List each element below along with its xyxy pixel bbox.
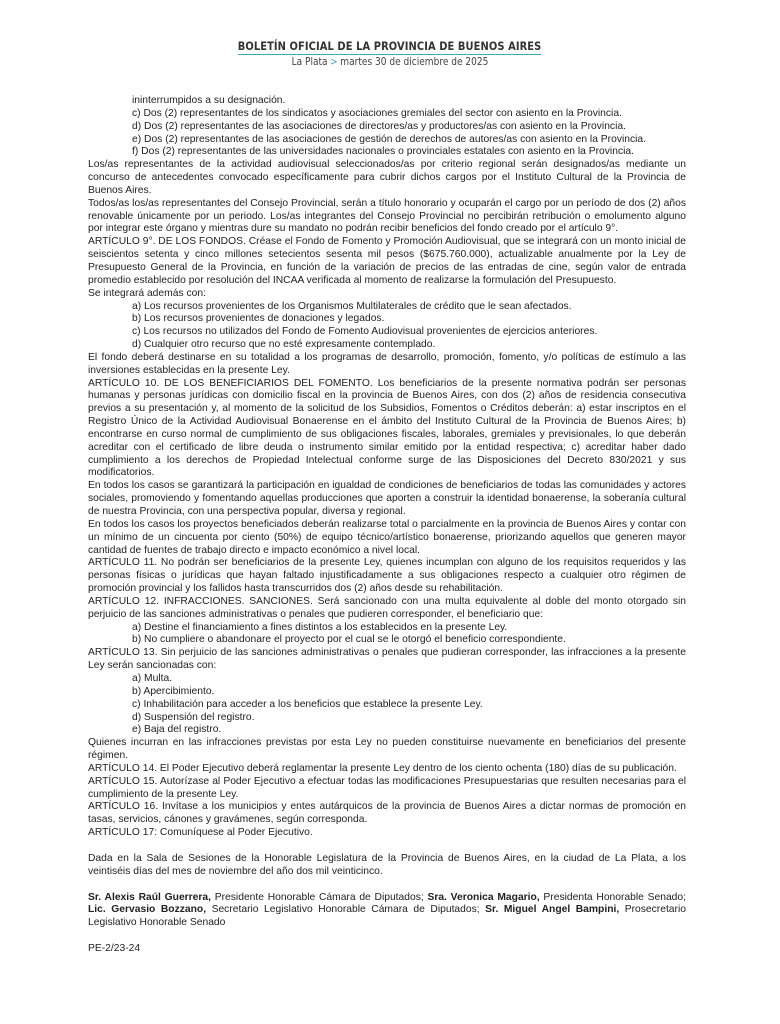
- article-10: ARTÍCULO 10. DE LOS BENEFICIARIOS DEL FOMENTO. Los beneficiarios de la presente normativa podrán ser personas humanas y personas jurídicas con domicilio fiscal en la provincia de Buenos Aires, con dos (2) años de residencia consecutiva previos a su presentación y, al momento de la solicitud de los Subsidios, Fomentos o Créditos deberán: a) estar inscriptos en el Registro Único de la Actividad Audiovisual Bonaerense en el ámbito del Instituto Cultural de la Provincia de Buenos Aires; b) encontrarse en curso normal de cumplimiento de sus obligaciones fiscales, laborales, gremiales y previsionales, lo que deberán acreditar con el certificado de libre deuda o instrumento similar emitido por la entidad respectiva; c) acreditar haber dado cumplimiento a los derechos de Propiedad Intelectual conforme surge de las Disposiciones del Decreto 830/2021 y sus modificatorios.: [88, 377, 686, 479]
- paragraph-se-integrara: Se integrará además con:: [88, 287, 206, 299]
- list-item: b) Los recursos provenientes de donaciones y legados.: [132, 313, 385, 325]
- paragraph-honorario: Todos/as los/as representantes del Consejo Provincial, serán a título honorario y ocuparán el cargo por un período de dos (2) años renovable únicamente por un periodo. Los/as integrantes del Consejo Provincial no percibirán retribución o emolumento alguno por integrar este órgano y mientras dure su mandato no podrán recibir beneficios del fondo creado por el artículo 9°.: [88, 197, 686, 235]
- list-item: c) Inhabilitación para acceder a los beneficios que establece la presente Ley.: [132, 698, 483, 710]
- spacer: [88, 879, 686, 892]
- chevron-right-icon: >: [330, 56, 338, 68]
- list-item: b) Apercibimiento.: [132, 685, 215, 697]
- signatory-role: Presidente Honorable Cámara de Diputados;: [211, 891, 428, 903]
- document-code: PE-2/23-24: [88, 943, 141, 955]
- header-city: La Plata: [291, 56, 328, 68]
- list-item: b) No cumpliere o abandonare el proyecto por el cual se le otorgó el beneficio correspondiente.: [132, 634, 566, 646]
- article-12: ARTÍCULO 12. INFRACCIONES. SANCIONES. Será sancionado con una multa equivalente al doble del monto otorgado sin perjuicio de las sanciones administrativas o penales que pudieren corresponder, el beneficiario que:: [88, 595, 686, 620]
- page-header: [0, 37, 780, 68]
- list-item: e) Baja del registro.: [132, 724, 222, 736]
- paragraph-quienes: Quienes incurran en las infracciones previstas por esta Ley no pueden constituirse nuevamente en beneficiarios del presente régimen.: [88, 737, 686, 762]
- bulletin-title: BOLETÍN OFICIAL DE LA PROVINCIA DE BUENOS AIRES: [238, 39, 542, 53]
- signatory-name: Lic. Gervasio Bozzano,: [88, 904, 207, 916]
- list-item: d) Suspensión del registro.: [132, 711, 255, 723]
- paragraph-igualdad: En todos los casos se garantizará la participación en igualdad de condiciones de beneficiarios de todas las comunidades y actores sociales, promoviendo y fomentando aquellas producciones que aporten a construir la identidad bonaerense, la soberanía cultural de nuestra Provincia, con una perspectiva popular, diversa y regional.: [88, 480, 686, 517]
- signatory-name: Sra. Veronica Magario,: [427, 891, 540, 903]
- list-item: e) Dos (2) representantes de las asociaciones de gestión de derechos de autores/as con asiento en la Provincia.: [132, 133, 647, 145]
- signatory-role: Prosecretario Legislativo Honorable Senado: [88, 904, 686, 929]
- header-dateline: [55, 56, 726, 68]
- article-17: ARTÍCULO 17: Comuníquese al Poder Ejecutivo.: [88, 827, 313, 839]
- spacer: [88, 930, 686, 943]
- article-14: ARTÍCULO 14. El Poder Ejecutivo deberá reglamentar la presente Ley dentro de los ciento ochenta (180) días de su publicación.: [88, 762, 677, 774]
- list-item: d) Dos (2) representantes de las asociaciones de directores/as y productores/as con asiento en la Provincia.: [132, 120, 626, 132]
- list-item: a) Los recursos provenientes de los Organismos Multilaterales de crédito que le sean afectados.: [132, 300, 572, 312]
- article-11: ARTÍCULO 11. No podrán ser beneficiarios de la presente Ley, quienes incumplan con alguno de los requisitos requeridos y las personas físicas o jurídicas que hayan faltado injustificadamente a sus obligaciones respecto a cualquier otro régimen de promoción provincial y los fallidos hasta transcurridos dos (2) años desde su rehabilitación.: [88, 557, 686, 595]
- paragraph-proyectos: En todos los casos los proyectos beneficiados deberán realizarse total o parcialmente en la provincia de Buenos Aires y contar con un mínimo de un cincuenta por ciento (50%) de equipo técnico/artístico bonaerense, priorizando aquellos que generen mayor cantidad de fuentes de trabajo directo e impacto económico a nivel local.: [88, 518, 686, 556]
- continuation-line: ininterrumpidos a su designación.: [132, 95, 286, 106]
- paragraph-fondo: El fondo deberá destinarse en su totalidad a los programas de desarrollo, promoción, fomento, y/o políticas de estímulo a las inversiones establecidas en la presente Ley.: [88, 351, 686, 376]
- list-item: d) Cualquier otro recurso que no esté expresamente contemplado.: [132, 339, 436, 351]
- article-13: ARTÍCULO 13. Sin perjuicio de las sanciones administrativas o penales que pudieran corresponder, las infracciones a la presente Ley serán sancionadas con:: [88, 647, 686, 672]
- signatory-name: Sr. Miguel Angel Bampini,: [485, 904, 620, 916]
- signatory-name: Sr. Alexis Raúl Guerrera,: [88, 891, 212, 903]
- signatory-role: Secretario Legislativo Honorable Cámara de Diputados;: [206, 904, 486, 916]
- article-9: ARTÍCULO 9°. DE LOS FONDOS. Créase el Fondo de Fomento y Promoción Audiovisual, que se integrará con un monto inicial de seiscientos setenta y cinco millones setecientos sesenta mil pesos ($675.760.000), actualizable anualmente por la Ley de Presupuesto General de la Provincia, en función de la variación de precios de las entradas de cine, según valor de entrada promedio establecido por resolución del INCAA verificada al momento de realizarse la formulación del Presupuesto.: [88, 236, 686, 286]
- signatory-role: Presidenta Honorable Senado;: [539, 891, 686, 903]
- list-item: a) Multa.: [132, 672, 173, 684]
- paragraph-regional: Los/as representantes de la actividad audiovisual seleccionados/as por criterio regional serán designados/as mediante un concurso de antecedentes convocado específicamente para cubrir dichos cargos por el Instituto Cultural de la Provincia de Buenos Aires.: [88, 159, 686, 196]
- list-item: c) Dos (2) representantes de los sindicatos y asociaciones gremiales del sector con asiento en la Provincia.: [132, 107, 622, 119]
- article-16: ARTÍCULO 16. Invítase a los municipios y entes autárquicos de la provincia de Buenos Aires a dictar normas de promoción en tasas, servicios, cánones y gravámenes, según corresponda.: [88, 801, 686, 826]
- article-15: ARTÍCULO 15. Autorízase al Poder Ejecutivo a efectuar todas las modificaciones Presupuestarias que resulten necesarias para el cumplimiento de la presente Ley.: [88, 775, 686, 800]
- signatures: [88, 892, 686, 931]
- header-date: martes 30 de diciembre de 2025: [340, 56, 489, 68]
- spacer: [88, 840, 686, 853]
- list-item: a) Destine el financiamiento a fines distintos a los establecidos en la presente Ley.: [132, 621, 508, 633]
- document-body: [88, 95, 686, 956]
- paragraph-dada: Dada en la Sala de Sesiones de la Honorable Legislatura de la Provincia de Buenos Aires, en la ciudad de La Plata, a los veintiséis días del mes de noviembre del año dos mil veinticinco.: [88, 852, 686, 877]
- list-item: f) Dos (2) representantes de las universidades nacionales o provinciales estatales con asiento en la Provincia.: [132, 146, 634, 158]
- list-item: c) Los recursos no utilizados del Fondo de Fomento Audiovisual provenientes de ejercicios anteriores.: [132, 326, 598, 338]
